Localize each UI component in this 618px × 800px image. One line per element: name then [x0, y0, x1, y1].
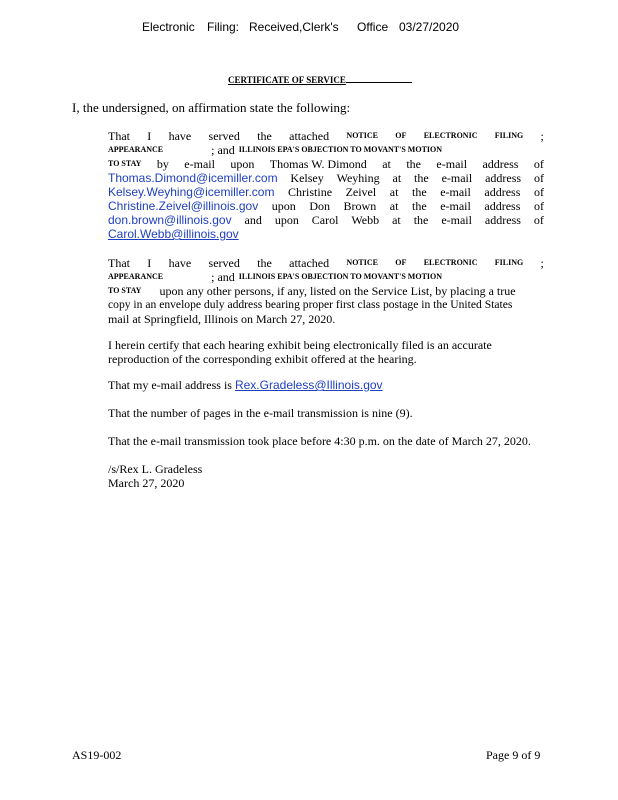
p2-line-2: APPEARANCE ; and ILLINOIS EPA'S OBJECTION TO MOVANT'S MOTION: [108, 270, 443, 284]
intro-statement: I, the undersigned, on affirmation state the following:: [72, 100, 351, 115]
header-electronic: Electronic: [142, 20, 195, 34]
p2-line-5: mail at Springfield, Illinois on March 27, 2020.: [108, 312, 336, 326]
header-date: 03/27/2020: [399, 20, 460, 34]
efiling-header: [0, 20, 618, 38]
transmission-time-paragraph: That the e-mail transmission took place before 4:30 p.m. on the date of March 27, 2020.: [108, 434, 531, 448]
p1-line-2: APPEARANCE ; and ILLINOIS EPA'S OBJECTION TO MOVANT'S MOTION: [108, 143, 443, 157]
service-paragraph-mail: [108, 256, 544, 326]
page-count-paragraph: That the number of pages in the e-mail transmission is nine (9).: [108, 406, 413, 420]
p2-line-1: That I have served the attached NOTICE OF ELECTRONIC FILING ;: [108, 256, 544, 270]
email-link-weyhing[interactable]: Kelsey.Weyhing@icemiller.com: [108, 185, 275, 199]
footer-docket-number: AS19-002: [72, 748, 122, 762]
signature-date: March 27, 2020: [108, 476, 185, 490]
p2-line-4: copy in an envelope duly address bearing proper first class postage in the United States: [108, 298, 513, 311]
p1-line-8: [108, 227, 544, 241]
p1-line-3: TO STAY by e-mail upon Thomas W. Dimond at the e-mail address of: [108, 157, 544, 171]
header-filing: Filing:: [207, 20, 240, 34]
signature-block: [108, 462, 544, 490]
p2-line-3: TO STAY upon any other persons, if any, listed on the Service List, by placing a true: [108, 284, 516, 298]
email-address-paragraph: That my e-mail address is Rex.Gradeless@Illinois.gov: [108, 378, 383, 392]
signature-name: /s/Rex L. Gradeless: [108, 462, 203, 476]
certify-exhibit-paragraph: I herein certify that each hearing exhibit being electronically filed is an accurate reproduction of the corresponding exhibit offered at the hearing.: [108, 338, 492, 366]
email-link-brown[interactable]: don.brown@illinois.gov: [108, 213, 232, 227]
p1-line-1: That I have served the attached NOTICE OF ELECTRONIC FILING ;: [108, 129, 544, 143]
email-link-webb[interactable]: Carol.Webb@illinois.gov: [108, 227, 239, 241]
certificate-title: CERTIFICATE OF SERVICE: [228, 74, 412, 85]
p1-line-5: Kelsey.Weyhing@icemiller.com Christine Zeivel at the e-mail address of: [108, 185, 544, 199]
service-paragraph-email: [108, 129, 544, 241]
p1-line-4: Thomas.Dimond@icemiller.com Kelsey Weyhing at the e-mail address of: [108, 171, 544, 185]
header-office: Office: [357, 20, 389, 34]
email-link-zeivel[interactable]: Christine.Zeivel@illinois.gov: [108, 199, 259, 213]
footer-page-number: Page 9 of 9: [486, 748, 541, 762]
p1-line-7: don.brown@illinois.gov and upon Carol Webb at the e-mail address of: [108, 213, 544, 227]
email-link-gradeless[interactable]: Rex.Gradeless@Illinois.gov: [234, 378, 383, 392]
email-link-dimond[interactable]: Thomas.Dimond@icemiller.com: [108, 171, 278, 185]
header-received: Received,Clerk's: [249, 20, 339, 34]
p1-line-6: Christine.Zeivel@illinois.gov upon Don Brown at the e-mail address of: [108, 199, 544, 213]
